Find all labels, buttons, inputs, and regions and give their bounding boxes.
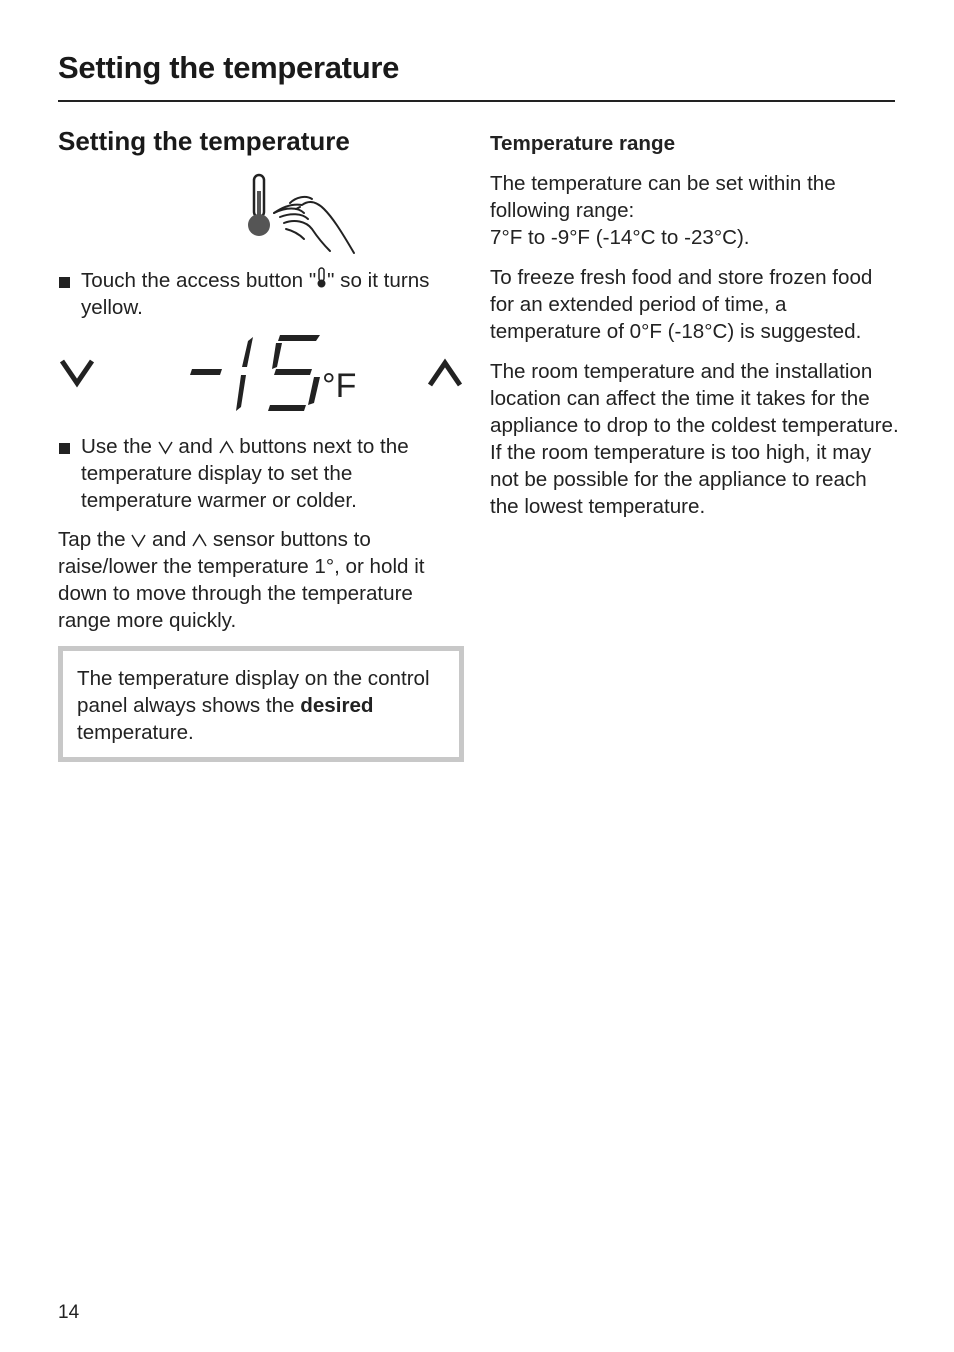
note-box [58, 646, 464, 762]
page-number: 14 [58, 1302, 80, 1323]
range-values: 7°F to -9°F (-14°C to -23°C). [490, 226, 750, 249]
thermometer-icon [316, 267, 327, 289]
bullet-text-start: Touch the access button " [81, 269, 317, 292]
chevron-up-icon [219, 440, 234, 455]
bullet-text-part: and [172, 435, 219, 458]
bullet-text-part: Use the [81, 435, 158, 458]
section-heading: Setting the temperature [58, 126, 350, 156]
temperature-unit: °F [322, 367, 357, 405]
thermometer-hand-illustration [246, 173, 366, 259]
note-bold-word: desired [300, 694, 374, 717]
right-column [490, 130, 900, 520]
freeze-paragraph: To freeze fresh food and store frozen food for an extended period of time, a temperature of 0°F (-18°C) is suggested. [490, 266, 873, 343]
bullet-use-buttons [58, 433, 464, 514]
hand-touch-icon [274, 197, 354, 253]
page-title: Setting the temperature [58, 50, 400, 85]
chevron-up-icon [192, 533, 207, 548]
note-text-end: temperature. [77, 721, 194, 744]
note-text [77, 665, 445, 746]
chevron-up-icon[interactable] [426, 357, 464, 389]
chevron-down-icon [131, 533, 146, 548]
para-text-part: and [146, 528, 193, 551]
para-text-part: Tap the [58, 528, 132, 551]
range-intro: The temperature can be set within the following range: [490, 172, 836, 222]
chevron-down-icon[interactable] [58, 355, 96, 389]
left-column [58, 125, 464, 762]
temperature-range-heading: Temperature range [490, 132, 676, 155]
bullet-touch-access [58, 267, 464, 321]
tap-instructions-paragraph [58, 526, 464, 634]
segment-display-digits [186, 333, 326, 413]
range-paragraph [490, 170, 900, 251]
bullet-text-part: buttons next to the temperature display to set the temperature warmer or colder. [81, 435, 409, 512]
para-text-part: sensor buttons to raise/lower the temperature 1°, or hold it down to move through the temperature range more quickly. [58, 528, 425, 632]
title-divider [58, 100, 895, 102]
bullet-text-end: " so it turns yellow. [81, 269, 430, 319]
chevron-down-icon [158, 440, 173, 455]
bullet-marker [59, 443, 70, 454]
bullet-marker [59, 277, 70, 288]
temperature-display-panel [58, 325, 464, 425]
room-temperature-paragraph: The room temperature and the installation location can affect the time it takes for the appliance to drop to the coldest temperature. If the room temperature is too high, it may not be possible for the appliance to reach the lowest temperature. [490, 360, 899, 518]
note-text-start: The temperature display on the control panel always shows the [77, 667, 430, 717]
thermometer-icon [248, 175, 270, 236]
